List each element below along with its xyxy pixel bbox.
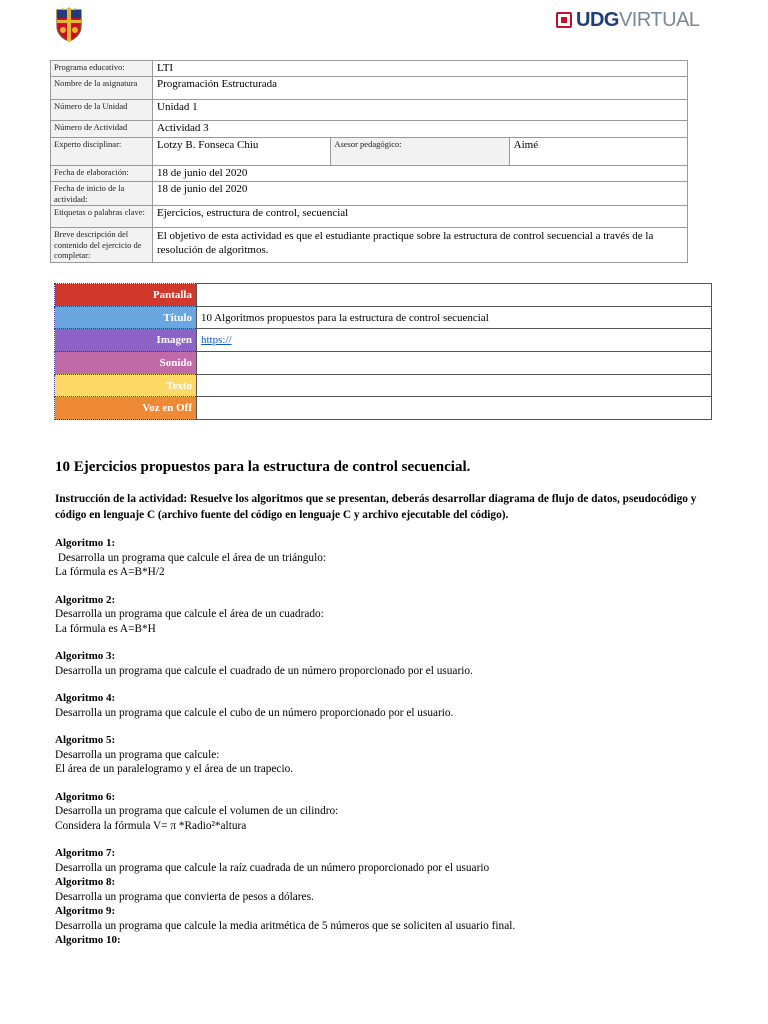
asignatura-value: Programación Estructurada [153, 77, 688, 100]
algorithm-title: Algoritmo 9: [55, 905, 116, 917]
algorithm-item [55, 933, 715, 948]
descripcion-label: Breve descripción del contenido del ejercicio de completar: [51, 228, 153, 263]
page-title: 10 Ejercicios propuestos para la estructura de control secuencial. [55, 459, 471, 475]
pantalla-label: Pantalla [55, 284, 197, 307]
document-content [55, 457, 715, 948]
logo-light-text: VIRTUAL [618, 8, 700, 31]
algorithm-line: La fórmula es A=B*H [55, 622, 156, 635]
actividad-value: Actividad 3 [153, 121, 688, 138]
imagen-link[interactable]: https:// [201, 334, 232, 347]
inicio-label: Fecha de inicio de la actividad: [51, 182, 153, 206]
algorithm-item [55, 593, 715, 637]
algorithm-title: Algoritmo 10: [55, 934, 121, 946]
udg-virtual-logo [556, 8, 700, 32]
algorithm-item [55, 733, 715, 777]
titulo-label: Título [55, 306, 197, 329]
asesor-label: Asesor pedagógico: [331, 138, 509, 166]
algorithm-line: El área de un paralelogramo y el área de un trapecio. [55, 763, 294, 775]
algorithm-line: Desarrolla un programa que calcule el cubo de un número proporcionado por el usuario. [55, 706, 454, 719]
inicio-value: 18 de junio del 2020 [153, 182, 688, 206]
experto-value: Lotzy B. Fonseca Chiu [153, 138, 331, 166]
algorithm-item [55, 536, 715, 580]
algorithm-item [55, 875, 715, 904]
algorithm-title: Algoritmo 3: [55, 650, 116, 662]
etiquetas-label: Etiquetas o palabras clave: [51, 206, 153, 228]
sonido-value [197, 352, 712, 375]
udg-mark-icon [556, 12, 572, 28]
algorithm-title: Algoritmo 7: [55, 847, 116, 859]
etiquetas-value: Ejercicios, estructura de control, secuencial [153, 206, 688, 228]
activity-instruction: Instrucción de la actividad: Resuelve los algoritmos que se presentan, deberás desarrollar diagrama de flujo de datos, pseudocódigo y código en lenguaje C (archivo fuente del código en lenguaje C y archivo ejecutable del código). [55, 493, 697, 521]
algorithm-item [55, 649, 715, 678]
unidad-label: Número de la Unidad [51, 100, 153, 121]
algorithm-title: Algoritmo 6: [55, 790, 116, 803]
sonido-label: Sonido [55, 352, 197, 375]
algorithm-line: Desarrolla un programa que calcule el volumen de un cilindro: [55, 805, 339, 817]
asesor-value: Aimé [509, 138, 687, 166]
university-crest-icon [54, 6, 84, 42]
algorithm-line: Desarrolla un programa que calcule el área de un triángulo: [55, 551, 327, 564]
asignatura-label: Nombre de la asignatura [51, 77, 153, 100]
voz-label: Voz en Off [55, 397, 197, 420]
algorithm-line: Desarrolla un programa que calcule el cuadrado de un número proporcionado por el usuario. [55, 664, 473, 677]
algorithm-item [55, 691, 715, 720]
algorithm-title: Algoritmo 2: [55, 593, 116, 606]
programa-value: LTI [153, 61, 688, 77]
actividad-label: Número de Actividad [51, 121, 153, 138]
experto-label: Experto disciplinar: [51, 138, 153, 166]
elaboracion-value: 18 de junio del 2020 [153, 166, 688, 182]
elaboracion-label: Fecha de elaboración: [51, 166, 153, 182]
algorithm-line: Considera la fórmula V= π *Radio²*altura [55, 819, 247, 832]
algorithm-item [55, 904, 715, 933]
voz-value [197, 397, 712, 420]
algorithm-line: La fórmula es A=B*H/2 [55, 566, 165, 578]
algorithm-line: Desarrolla un programa que calcule el área de un cuadrado: [55, 608, 324, 620]
pantalla-value [197, 284, 712, 307]
logo-bold-text: UDG [576, 8, 619, 31]
algorithm-title: Algoritmo 5: [55, 734, 116, 746]
programa-label: Programa educativo: [51, 61, 153, 77]
algorithm-title: Algoritmo 4: [55, 692, 116, 704]
texto-label: Texto [55, 374, 197, 397]
algorithm-line: Desarrolla un programa que convierta de pesos a dólares. [55, 890, 314, 903]
unidad-value: Unidad 1 [153, 100, 688, 121]
algorithm-line: Desarrolla un programa que calcule: [55, 748, 220, 761]
imagen-label: Imagen [55, 329, 197, 352]
algorithm-line: Desarrolla un programa que calcule la media aritmética de 5 números que se soliciten al usuario final. [55, 919, 516, 932]
algorithm-item [55, 790, 715, 834]
media-table [54, 283, 712, 420]
activity-info-table [50, 60, 688, 263]
imagen-cell [197, 329, 712, 352]
algorithm-item [55, 846, 715, 875]
algorithm-title: Algoritmo 8: [55, 876, 116, 888]
algorithm-line: Desarrolla un programa que calcule la raíz cuadrada de un número proporcionado por el usuario [55, 861, 490, 874]
texto-value [197, 374, 712, 397]
descripcion-value: El objetivo de esta actividad es que el estudiante practique sobre la estructura de control secuencial a través de la resolución de algoritmos. [153, 228, 688, 263]
algorithm-title: Algoritmo 1: [55, 537, 116, 549]
titulo-value: 10 Algoritmos propuestos para la estructura de control secuencial [197, 306, 712, 329]
page-header [0, 0, 768, 48]
